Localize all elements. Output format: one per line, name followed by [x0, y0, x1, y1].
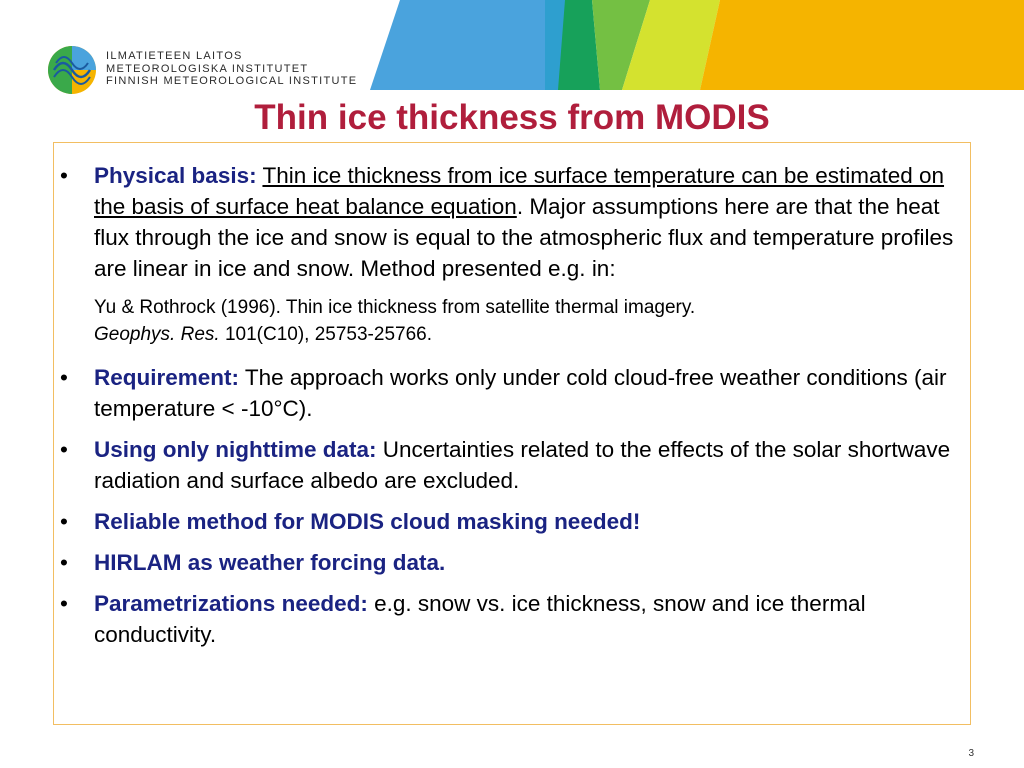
- bullet-underlined-text: Thin ice thickness from ice surface temperature can be estimated on the basis of surface heat balance equation: [94, 163, 945, 219]
- institute-name-en: FINNISH METEOROLOGICAL INSTITUTE: [106, 75, 358, 87]
- bullet-label: Using only nighttime data:: [94, 437, 377, 462]
- bullet-text: e.g. snow vs. ice thickness, snow and ice thermal conductivity.: [94, 591, 866, 647]
- bullet-list: [60, 160, 976, 660]
- institute-name: [106, 50, 357, 88]
- bullet-label: Reliable method for MODIS cloud masking needed!: [94, 509, 641, 534]
- bullet-nighttime-data: [60, 434, 976, 496]
- institute-name-fi: ILMATIETEEN LAITOS: [106, 50, 243, 62]
- fmi-globe-logo-icon: [46, 44, 98, 96]
- bullet-dot-icon: •: [60, 509, 68, 534]
- bullet-requirement: [60, 362, 976, 424]
- reference-rest: 101(C10), 25753-25766.: [219, 324, 432, 345]
- slide-title: Thin ice thickness from MODIS: [254, 98, 770, 137]
- institute-name-sv: METEOROLOGISKA INSTITUTET: [106, 62, 309, 75]
- bullet-text: The approach works only under cold cloud-free weather conditions (air temperature < -10°C).: [94, 365, 947, 421]
- reference-journal: Geophys. Res.: [94, 324, 220, 345]
- bullet-dot-icon: •: [60, 591, 68, 616]
- bullet-label: Parametrizations needed:: [94, 591, 368, 616]
- bullet-label: Requirement:: [94, 365, 240, 390]
- bullet-dot-icon: •: [60, 437, 68, 462]
- bullet-dot-icon: •: [60, 365, 68, 390]
- bullet-label: HIRLAM as weather forcing data.: [94, 550, 446, 575]
- bullet-label: Physical basis:: [94, 163, 257, 188]
- bullet-cloud-masking: [60, 506, 976, 537]
- reference-main: Yu & Rothrock (1996). Thin ice thickness from satellite thermal imagery.: [94, 297, 696, 318]
- bullet-text: . Major assumptions here are that the heat flux through the ice and snow is equal to the atmospheric flux and temperature profiles are linear in ice and snow. Method presented e.g. in:: [94, 194, 954, 281]
- bullet-text: Uncertainties related to the effects of the solar shortwave radiation and surface albedo are excluded.: [94, 437, 951, 493]
- bullet-parametrizations: [60, 588, 976, 650]
- bullet-dot-icon: •: [60, 163, 68, 188]
- bullet-dot-icon: •: [60, 550, 68, 575]
- bullet-hirlam: [60, 547, 976, 578]
- bullet-physical-basis: [60, 160, 976, 284]
- reference-citation: [60, 294, 976, 348]
- page-number: 3: [968, 748, 974, 759]
